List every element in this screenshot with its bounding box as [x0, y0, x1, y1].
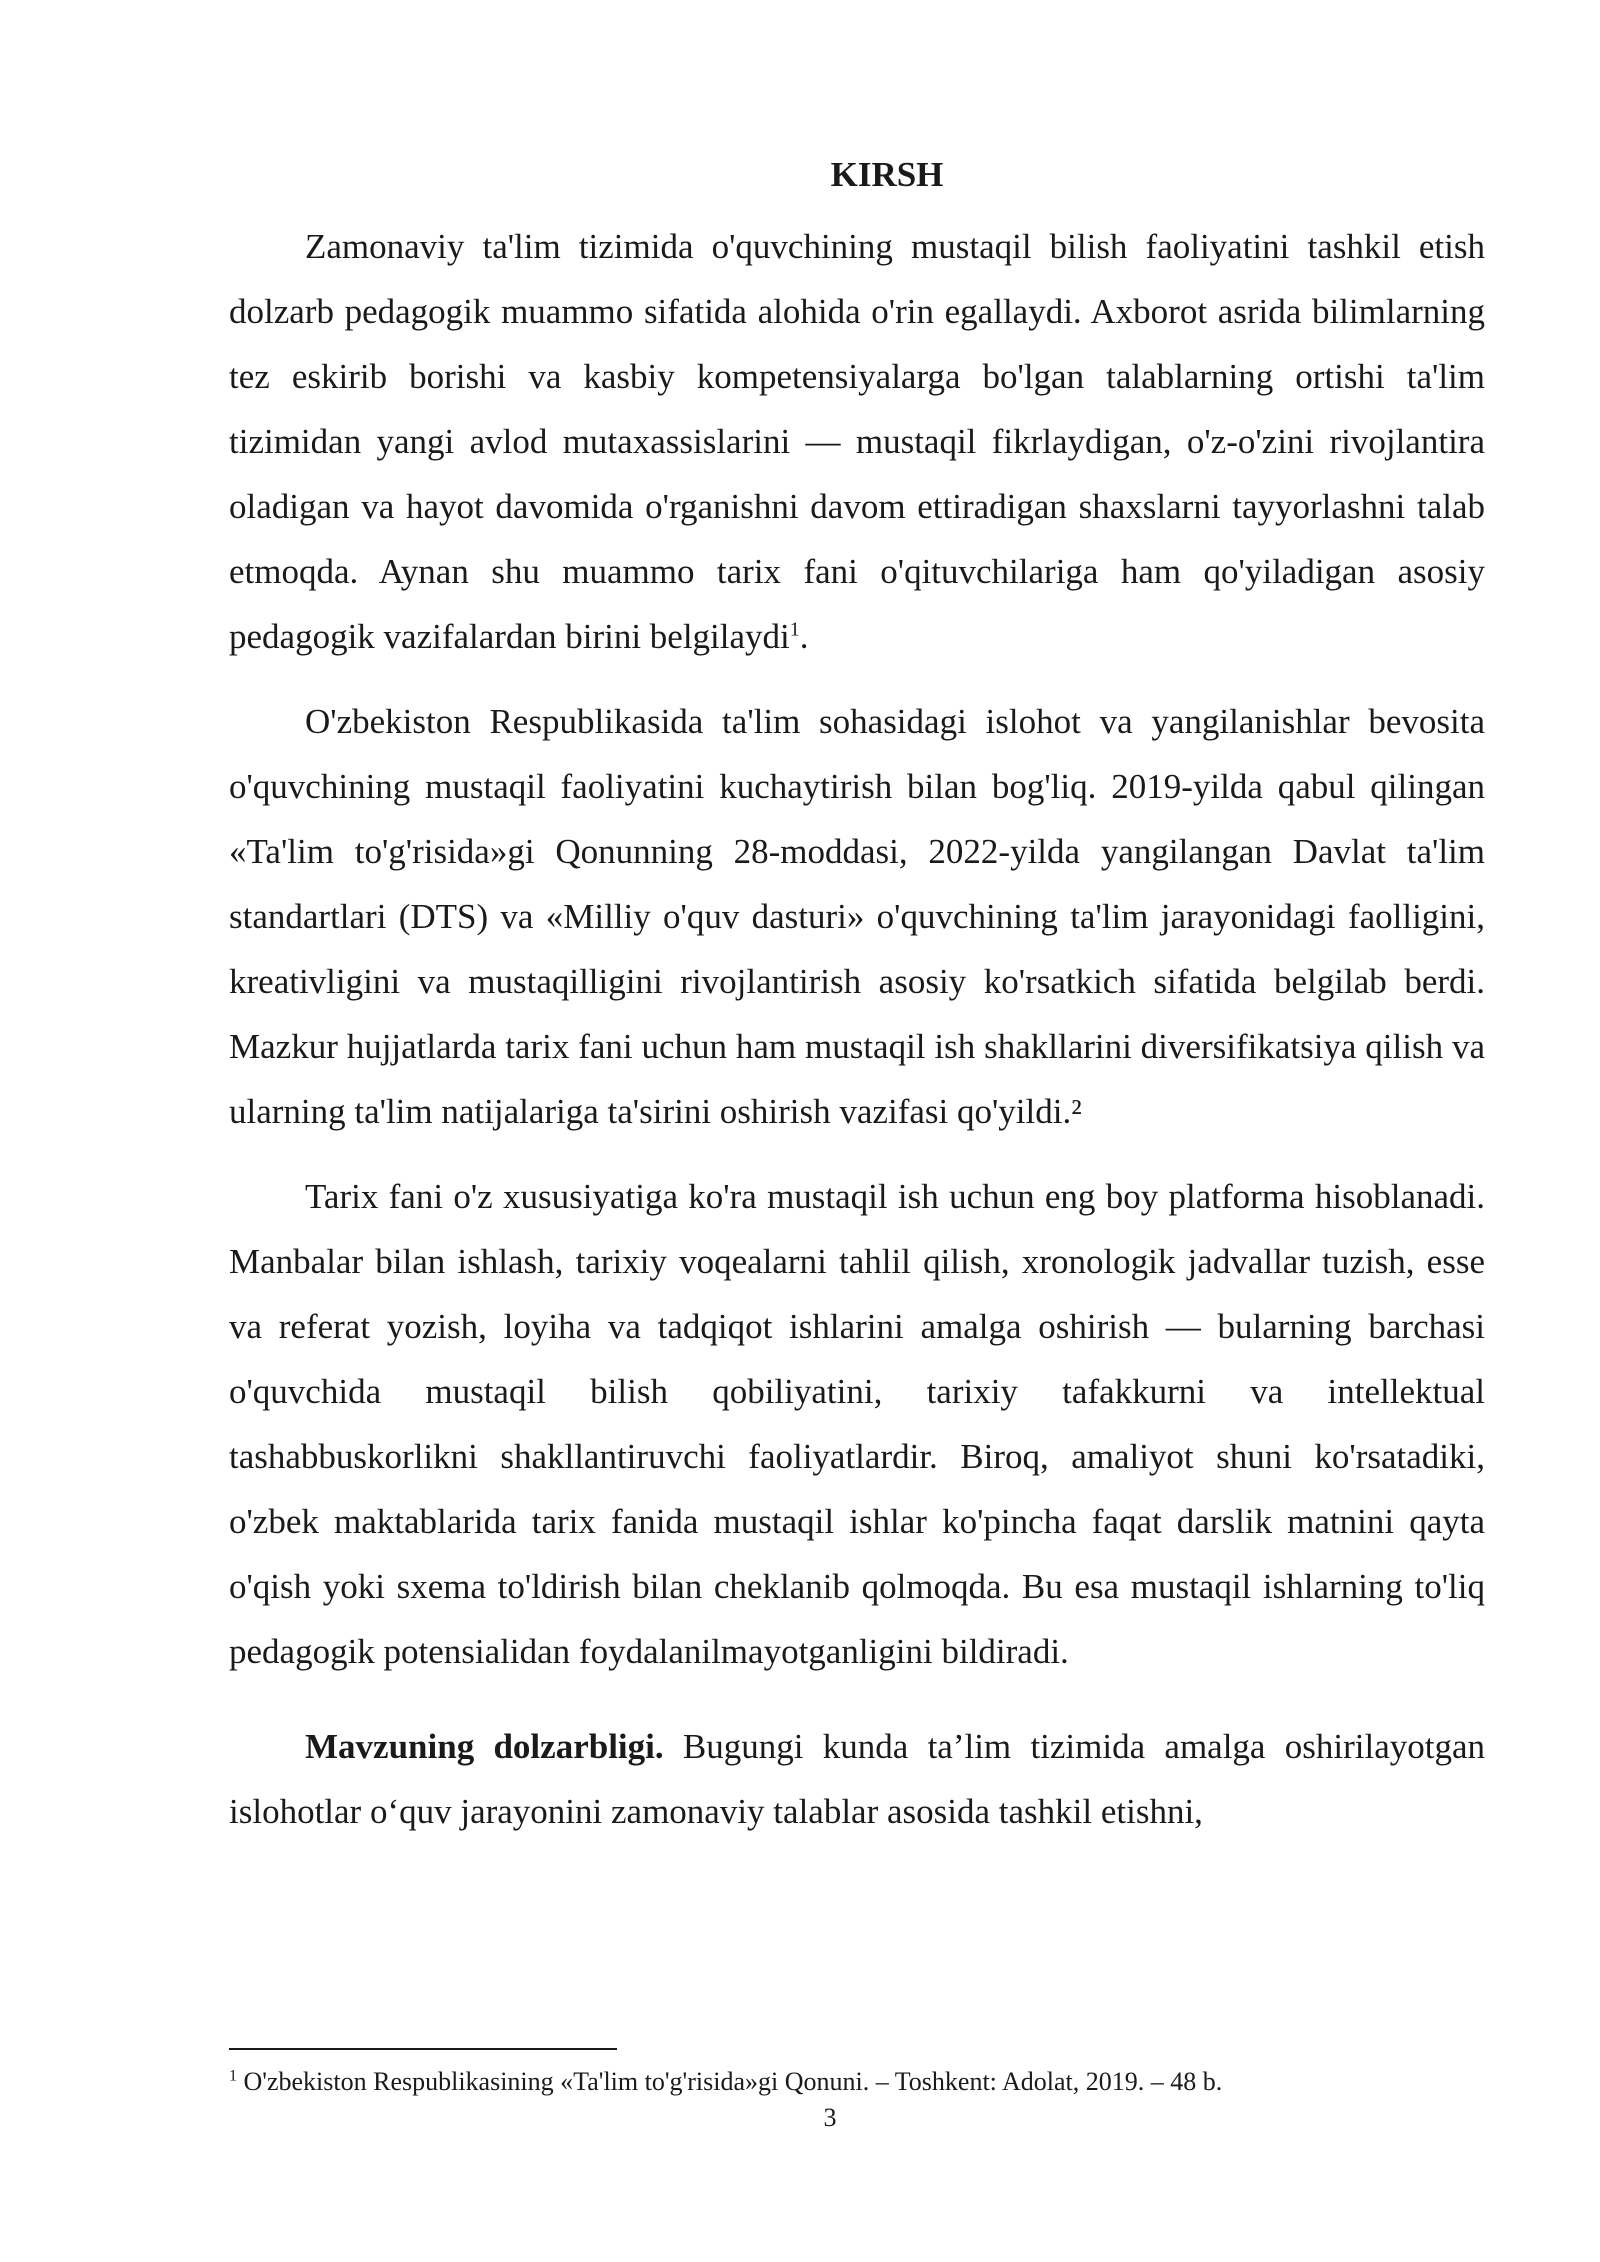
- footnote: [229, 2064, 1485, 2100]
- page-number: 3: [823, 2103, 837, 2132]
- footnote-text: O'zbekiston Respublikasining «Ta'lim to'g'risida»gi Qonuni. – Toshkent: Adolat, 2019. – 48 b.: [237, 2067, 1223, 2096]
- paragraph-4-lead: Mavzuning dolzarbligi.: [305, 1727, 664, 1766]
- paragraph-1-text: Zamonaviy ta'lim tizimida o'quvchining mustaqil bilish faoliyatini tashkil etish dolzarb pedagogik muammo sifatida alohida o'rin egallaydi. Axborot asrida bilimlarning tez eskirib borishi va kasbiy kompetensiyalarga bo'lgan talablarning ortishi ta'lim tizimidan yangi avlod mutaxassislarini — mustaqil fikrlaydigan, o'z-o'zini rivojlantira oladigan va hayot davomida o'rganishni davom ettiradigan shaxslarni tayyorlashni talab etmoqda. Aynan shu muammo tarix fani o'qituvchilariga ham qo'yiladigan asosiy pedagogik vazifalardan birini belgilaydi: [229, 227, 1485, 656]
- paragraph-2: O'zbekiston Respublikasida ta'lim sohasidagi islohot va yangilanishlar bevosita o'quvchining mustaqil faoliyatini kuchaytirish bilan bog'liq. 2019-yilda qabul qilingan «Ta'lim to'g'risida»gi Qonunning 28-moddasi, 2022-yilda yangilangan Davlat ta'lim standartlari (DTS) va «Milliy o'quv dasturi» o'quvchining ta'lim jarayonidagi faolligini, kreativligini va mustaqilligini rivojlantirish asosiy ko'rsatkich sifatida belgilab berdi. Mazkur hujjatlarda tarix fani uchun ham mustaqil ish shakllarini diversifikatsiya qilish va ularning ta'lim natijalariga ta'sirini oshirish vazifasi qo'yildi.²: [229, 702, 1485, 1131]
- paragraph-1-end: .: [799, 617, 809, 656]
- paragraph-4-text: Bugungi kunda ta’lim tizimida amalga oshirilayotgan islohotlar o‘quv jarayonini zamonaviy talablar asosida tashkil etishni,: [229, 1727, 1485, 1831]
- page-body: [229, 150, 1485, 1864]
- paragraph-3: Tarix fani o'z xususiyatiga ko'ra mustaqil ish uchun eng boy platforma hisoblanadi. Manbalar bilan ishlash, tarixiy voqealarni tahlil qilish, xronologik jadvallar tuzish, esse va referat yozish, loyiha va tadqiqot ishlarini amalga oshirish — bularning barchasi o'quvchida mustaqil bilish qobiliyatini, tarixiy tafakkurni va intellektual tashabbuskorlikni shakllantiruvchi faoliyatlardir. Biroq, amaliyot shuni ko'rsatadiki, o'zbek maktablarida tarix fanida mustaqil ishlar ko'pincha faqat darslik matnini qayta o'qish yoki sxema to'ldirish bilan cheklanib qolmoqda. Bu esa mustaqil ishlarning to'liq pedagogik potensialidan foydalanilmayotganligini bildiradi.: [229, 1177, 1485, 1671]
- paragraph-4: [229, 1714, 1485, 1844]
- section-heading: KIRSH: [830, 155, 944, 194]
- footnote-reference[interactable]: 1: [789, 618, 800, 641]
- footnote-separator: [229, 2048, 617, 2050]
- paragraph-1: [229, 214, 1485, 669]
- footnote-number: 1: [229, 2067, 237, 2085]
